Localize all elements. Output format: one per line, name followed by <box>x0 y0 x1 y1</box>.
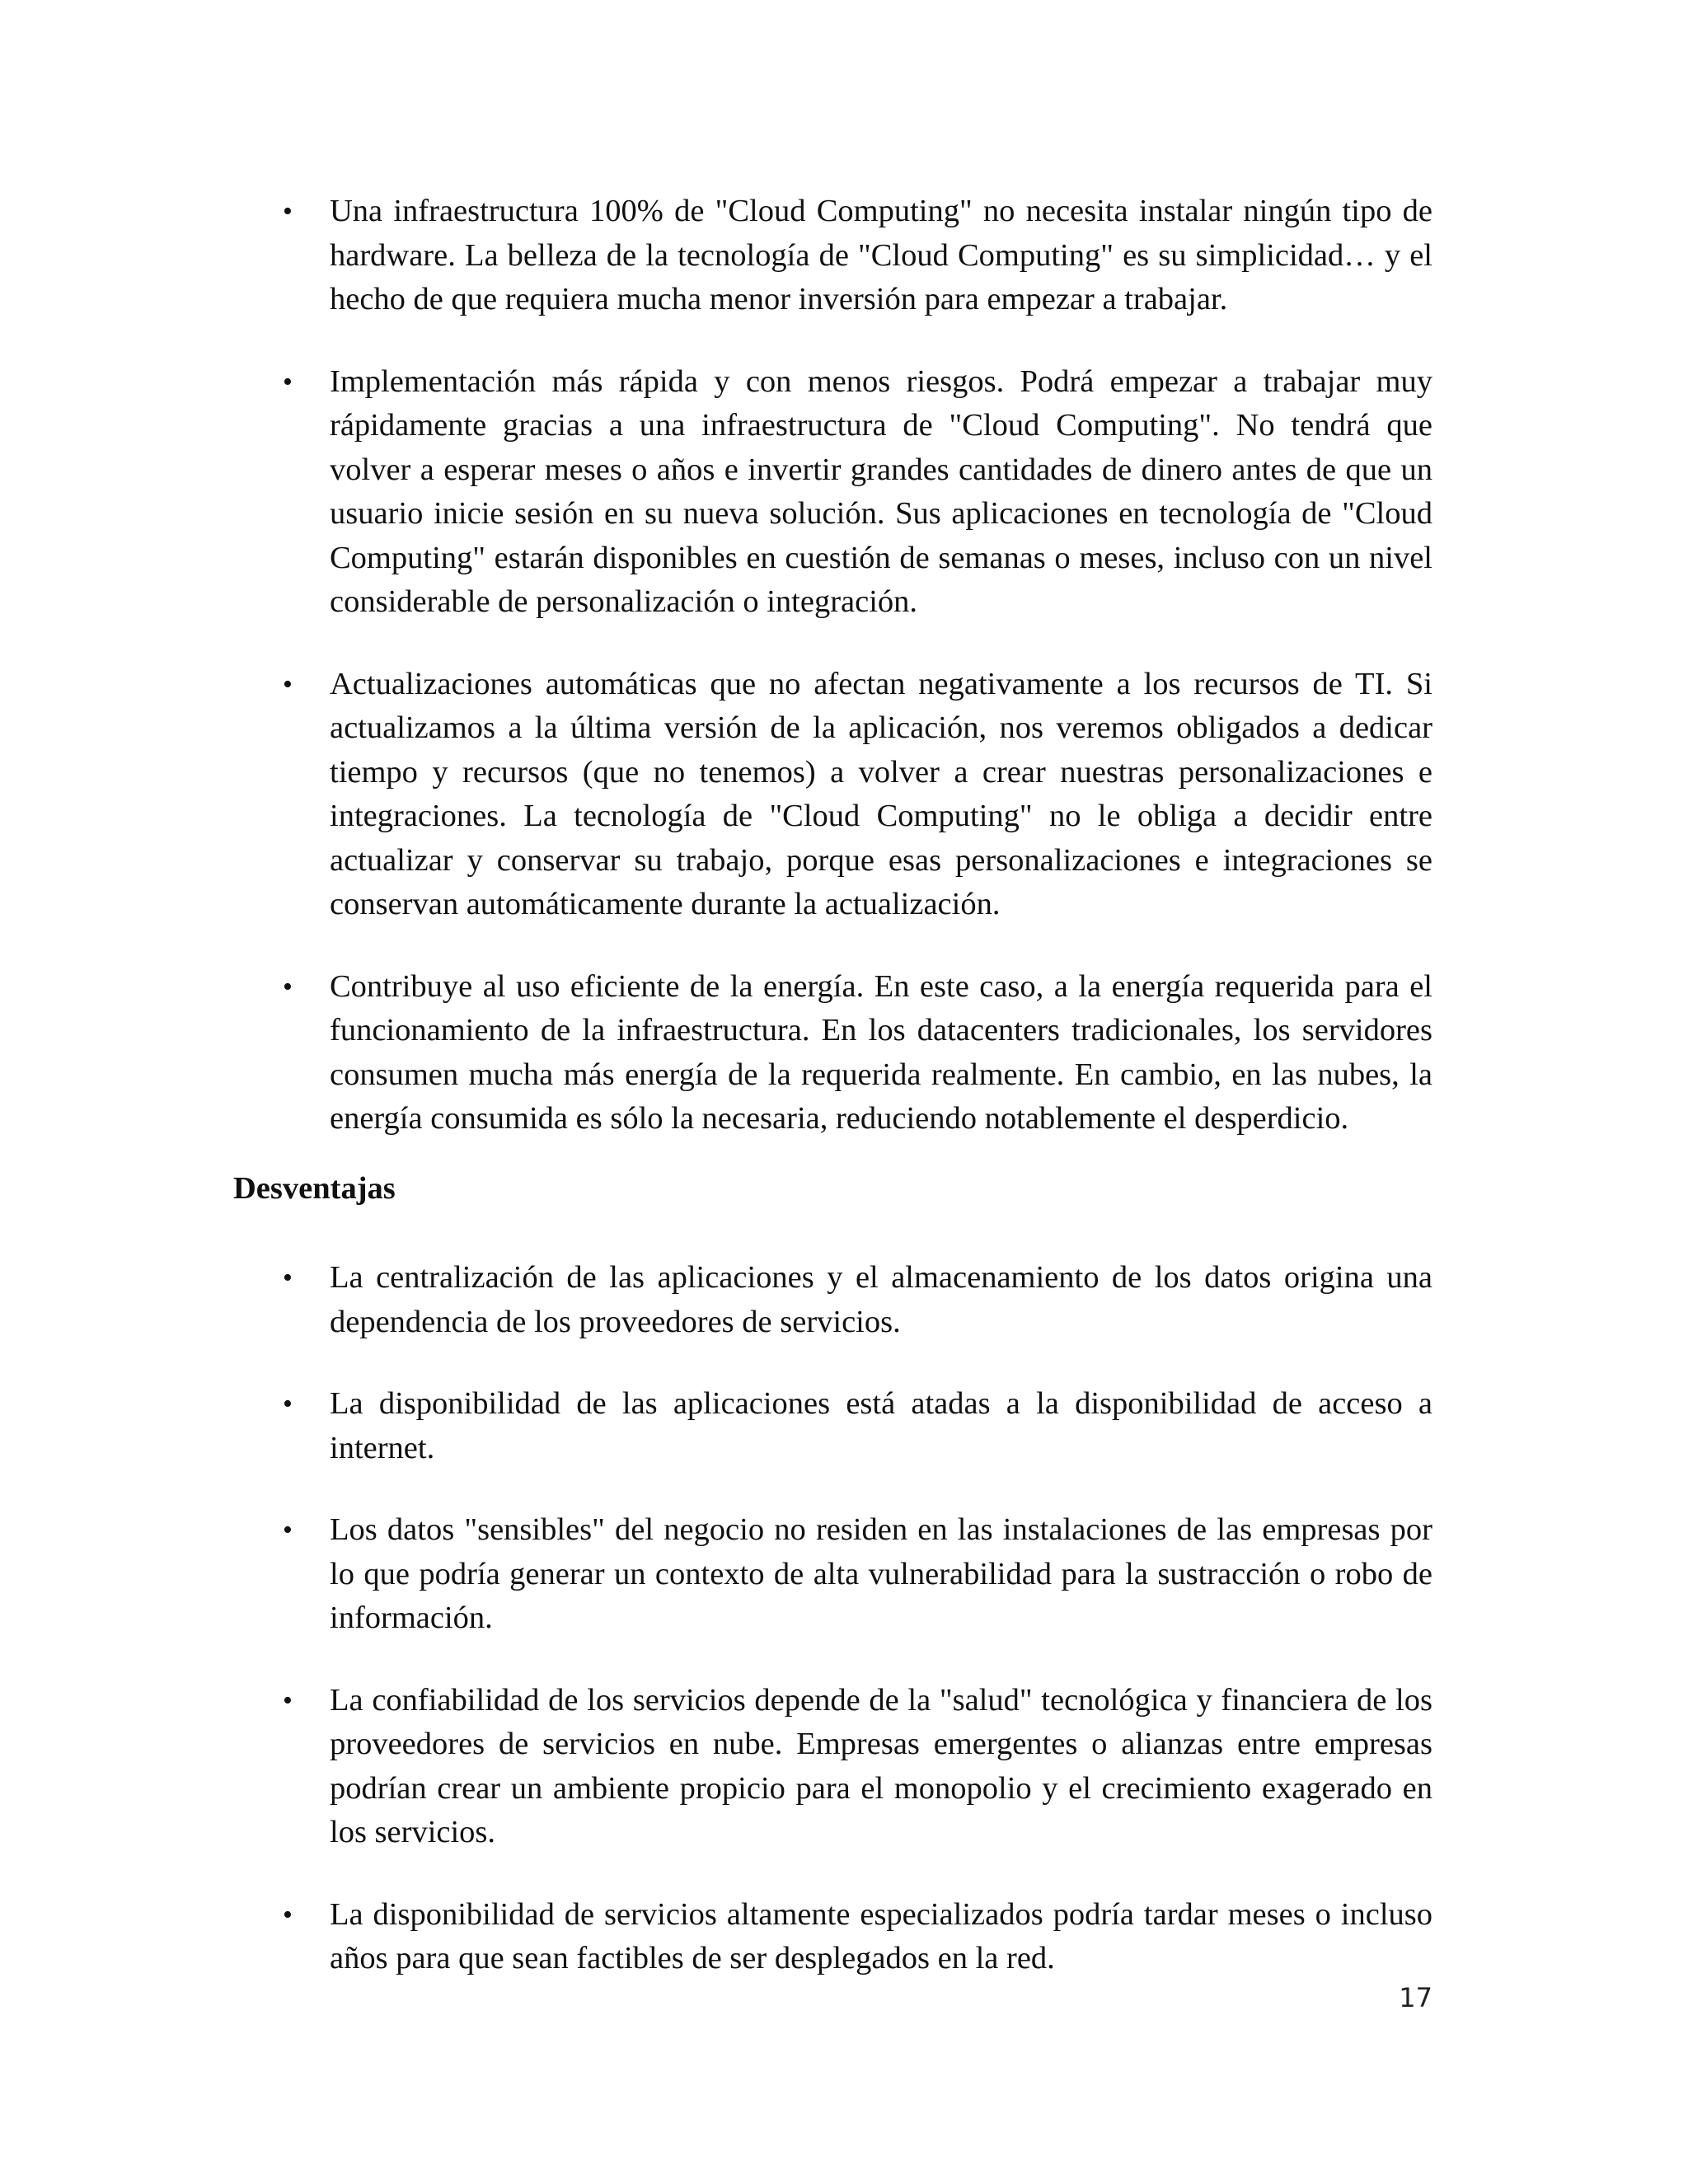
disadvantages-list <box>283 1256 1432 2019</box>
list-item <box>283 190 1432 322</box>
bullet-icon: • <box>283 1515 293 1545</box>
bullet-icon: • <box>283 1685 293 1716</box>
list-item <box>283 1508 1432 1641</box>
bullet-icon: • <box>283 1899 293 1930</box>
section-heading-desventajas: Desventajas <box>233 1171 396 1206</box>
list-item-text: Implementación más rápida y con menos riesgos. Podrá empezar a trabajar muy rápidamente gracias a una infraestructura de "Cloud Computing". No tendrá que volver a esperar meses o años e invertir grandes cantidades de dinero antes de que un usuario inicie sesión en su nueva solución. Sus aplicaciones en tecnología de "Cloud Computing" estarán disponibles en cuestión de semanas o meses, incluso con un nivel considerable de personalización o integración. <box>330 363 1432 619</box>
bullet-icon: • <box>283 1263 293 1293</box>
list-item <box>283 663 1432 927</box>
list-item <box>283 360 1432 625</box>
list-item <box>283 1893 1432 1981</box>
list-item-text: Los datos "sensibles" del negocio no residen en las instalaciones de las empresas por lo que podría generar un contexto de alta vulnerabilidad para la sustracción o robo de información. <box>330 1512 1432 1635</box>
list-item-text: Una infraestructura 100% de "Cloud Computing" no necesita instalar ningún tipo de hardware. La belleza de la tecnología de "Cloud Computing" es su simplicidad… y el hecho de que requiera mucha menor inversión para empezar a trabajar. <box>330 194 1432 316</box>
bullet-icon: • <box>283 971 293 1002</box>
list-item <box>283 1679 1432 1855</box>
list-item <box>283 1382 1432 1470</box>
bullet-icon: • <box>283 1389 293 1419</box>
page-number: 17 <box>1399 1982 1432 2013</box>
list-item <box>283 965 1432 1141</box>
advantages-list <box>283 190 1432 1179</box>
bullet-icon: • <box>283 668 293 700</box>
list-item-text: La disponibilidad de servicios altamente especializados podría tardar meses o incluso años para que sean factibles de ser desplegados en la red. <box>330 1896 1432 1975</box>
list-item <box>283 1256 1432 1344</box>
list-item-text: La confiabilidad de los servicios depende de la "salud" tecnológica y financiera de los proveedores de servicios en nube. Empresas emergentes o alianzas entre empresas podrían crear un ambiente propicio para el monopolio y el crecimiento exagerado en los servicios. <box>330 1682 1432 1849</box>
list-item-text: La disponibilidad de las aplicaciones está atadas a la disponibilidad de acceso a internet. <box>330 1386 1432 1465</box>
bullet-icon: • <box>283 366 293 397</box>
list-item-text: La centralización de las aplicaciones y el almacenamiento de los datos origina una dependencia de los proveedores de servicios. <box>330 1260 1432 1339</box>
list-item-text: Actualizaciones automáticas que no afectan negativamente a los recursos de TI. Si actualizamos a la última versión de la aplicación, nos veremos obligados a dedicar tiempo y recursos (que no tenemos) a volver a crear nuestras personalizaciones e integraciones. La tecnología de "Cloud Computing" no le obliga a decidir entre actualizar y conservar su trabajo, porque esas personalizaciones e integraciones se conservan automáticamente durante la actualización. <box>330 666 1432 921</box>
list-item-text: Contribuye al uso eficiente de la energía. En este caso, a la energía requerida para el funcionamiento de la infraestructura. En los datacenters tradicionales, los servidores consumen mucha más energía de la requerida realmente. En cambio, en las nubes, la energía consumida es sólo la necesaria, reduciendo notablemente el desperdicio. <box>330 968 1432 1136</box>
bullet-icon: • <box>283 196 293 227</box>
